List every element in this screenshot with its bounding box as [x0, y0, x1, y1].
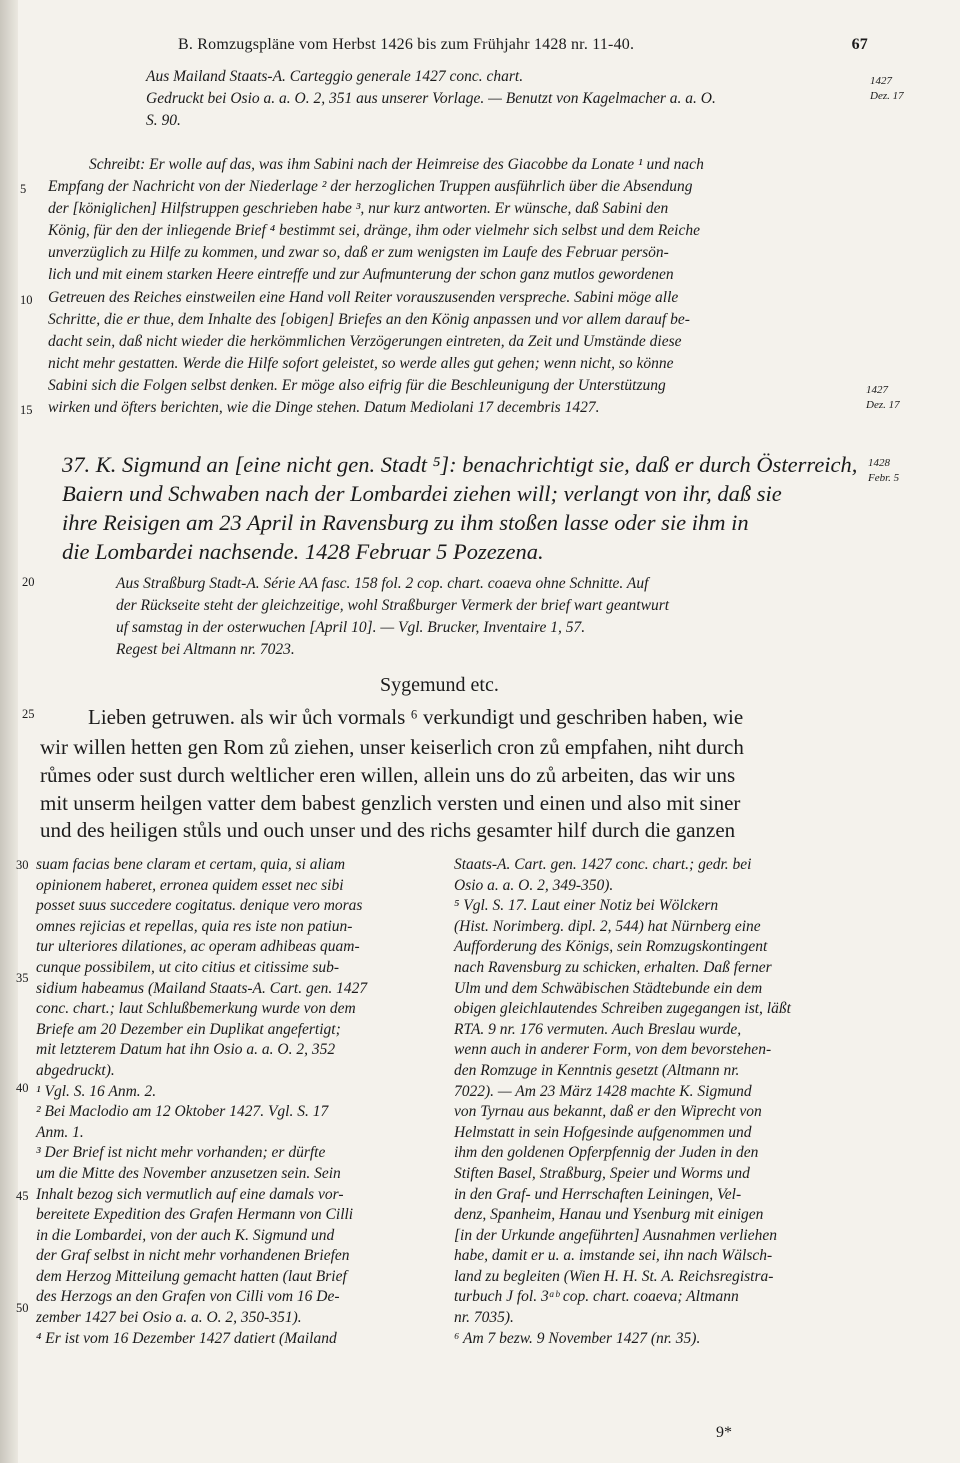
margin-date: 1427 Dez. 17	[870, 75, 904, 102]
line-number: 15	[20, 403, 33, 417]
line-number: 40	[16, 1081, 29, 1095]
regest-line: Baiern und Schwaben nach der Lombardei ziehen will; verlangt von ihr, daß sie	[62, 481, 782, 506]
footnote-line: [in der Urkunde angeführten] Ausnahmen verliehen	[454, 1226, 778, 1244]
footnote-line: in die Lombardei, von der auch K. Sigmund und	[36, 1226, 335, 1244]
running-head	[178, 36, 868, 54]
source-line: Gedruckt bei Osio a. a. O. 2, 351 aus unserer Vorlage. — Benutzt von Kagelmacher a. a. O.	[146, 90, 716, 107]
source-line: Regest bei Altmann nr. 7023.	[116, 641, 295, 658]
footnote-line: Osio a. a. O. 2, 349-350).	[454, 876, 614, 894]
regest-line: 37. K. Sigmund an [eine nicht gen. Stadt ⁵]: benachrichtigt sie, daß er durch Österreich,	[62, 452, 858, 477]
footnote-line: Helmstatt in sein Hofgesinde aufgenommen und	[454, 1123, 752, 1141]
footnote-line: habe, damit er u. a. imstande sei, ihn nach Wälsch-	[454, 1247, 773, 1265]
source-line: Aus Mailand Staats-A. Carteggio generale 1427 conc. chart.	[146, 68, 524, 85]
line-number: 25	[22, 707, 35, 721]
footnote-line: omnes rejicias et repellas, quia res iste non patiun-	[36, 917, 353, 935]
letter-salutation: Sygemund etc.	[380, 674, 499, 696]
footnote-line: nr. 7035).	[454, 1309, 514, 1327]
footnote-line: dem Herzog Mitteilung gemacht hatten (laut Brief	[36, 1267, 347, 1285]
footnote-line: nach Ravensburg zu schicken, erhalten. Daß ferner	[454, 958, 772, 976]
footnote-line: land zu begleiten (Wien H. H. St. A. Reichsregistra-	[454, 1267, 774, 1285]
footnote-line: in den Graf- und Herrschaften Leiningen, Vel-	[454, 1185, 742, 1203]
line-number: 20	[22, 575, 35, 589]
footnote-line: turbuch J fol. 3ᵃᵇ cop. chart. coaeva; Altmann	[454, 1288, 739, 1306]
footnote-line: Briefe am 20 Dezember ein Duplikat angefertigt;	[36, 1020, 341, 1038]
margin-date: 1428 Febr. 5	[868, 457, 900, 484]
footnote-line: abgedruckt).	[36, 1061, 115, 1079]
line-number: 50	[16, 1301, 29, 1315]
footnote-line: denz, Spanheim, Hanau und Ysenburg mit einigen	[454, 1206, 764, 1224]
footnote-line: ihm den goldenen Opferpfennig der Juden in den	[454, 1144, 759, 1162]
line-number: 35	[16, 971, 29, 985]
footnote-line: ² Bei Maclodio am 12 Oktober 1427. Vgl. S. 17	[36, 1103, 329, 1121]
footnote-line: der Graf selbst in nicht mehr vorhandenen Briefen	[36, 1247, 350, 1265]
footnote-line: opinionem haberet, erronea quidem esset nec sibi	[36, 876, 344, 894]
source-line: S. 90.	[146, 112, 181, 129]
source-line: uf samstag in der osterwuchen [April 10]. — Vgl. Brucker, Inventaire 1, 57.	[116, 619, 586, 636]
letter-line: und des heiligen stůls und ouch unser und des richs gesamter hilf durch die ganzen	[40, 818, 736, 842]
footnote-line: (Hist. Norimberg. dipl. 2, 544) hat Nürnberg eine	[454, 917, 761, 935]
footnote-line: Staats-A. Cart. gen. 1427 conc. chart.; gedr. bei	[454, 856, 752, 873]
page-number: 67	[851, 36, 868, 53]
footnote-line: um die Mitte des November anzusetzen sein. Sein	[36, 1164, 341, 1182]
footnote-line: conc. chart.; laut Schlußbemerkung wurde von dem	[36, 1000, 356, 1018]
footnote-line: Inhalt bezog sich vermutlich auf eine damals vor-	[36, 1185, 344, 1203]
footnote-line: ³ Der Brief ist nicht mehr vorhanden; er dürfte	[36, 1144, 326, 1162]
footnote-line: sidium habeamus (Mailand Staats-A. Cart. gen. 1427	[36, 979, 368, 997]
line-number: 5	[20, 182, 27, 196]
footnote-line: suam facias bene claram et certam, quia, si aliam	[36, 856, 346, 873]
letter-line: wir willen hetten gen Rom zů ziehen, unser keiserlich cron zů empfahen, niht durch	[40, 735, 744, 759]
text-line: dacht sein, daß nicht wieder die herkömmlichen Verzögerungen eintreten, da Zeit und Umstände diese	[48, 333, 682, 350]
footnote-line: wenn auch in anderer Form, von dem bevorstehen-	[454, 1041, 772, 1059]
footnote-line: obigen gleichlautendes Schreiben zugegangen ist, läßt	[454, 1000, 791, 1018]
letter-line: růmes oder sust durch weltlicher eren willen, allein uns do zů arbeiten, das wir uns	[40, 763, 736, 787]
footnotes-left-column	[36, 855, 436, 1349]
footnote-line: zember 1427 bei Osio a. a. O. 2, 350-351).	[36, 1309, 302, 1327]
line-number: 30	[16, 858, 29, 872]
footnote-line: ⁵ Vgl. S. 17. Laut einer Notiz bei Wölckern	[454, 897, 719, 915]
footnote-line: des Herzogs an den Grafen von Cilli vom 16 De-	[36, 1288, 340, 1306]
text-line: unverzüglich zu Hilfe zu kommen, und zwar so, daß er zum wenigsten im Laufe des Februar persön-	[48, 244, 669, 261]
text-line: Getreuen des Reiches einstweilen eine Hand voll Reiter vorauszusenden verspreche. Sabini möge alle	[48, 289, 679, 306]
footnote-line: bereitete Expedition des Grafen Hermann von Cilli	[36, 1206, 354, 1224]
footnote-line: cunque possibilem, ut cito citius et citissime sub-	[36, 958, 340, 976]
letter-line: Lieben getruwen. als wir ůch vormals ⁶ verkundigt und geschriben haben, wie	[88, 705, 744, 729]
text-line: Empfang der Nachricht von der Niederlage ² der herzoglichen Truppen ausführlich über die Absendung	[48, 178, 693, 195]
footnote-line: ⁴ Er ist vom 16 Dezember 1427 datiert (Mailand	[36, 1329, 337, 1347]
text-line: Schritte, die er thue, dem Inhalte des [obigen] Briefes an den König anpassen und vor allem darauf be-	[48, 311, 690, 328]
footnote-line: mit letzterem Datum hat ihn Osio a. a. O. 2, 352	[36, 1041, 336, 1059]
footnote-line: Ulm und dem Schwäbischen Städtebunde ein dem	[454, 979, 763, 997]
footnotes-right-column	[454, 855, 859, 1349]
text-line: der [königlichen] Hilfstruppen geschrieben habe ³, nur kurz antworten. Er wünsche, daß Sabini den	[48, 200, 669, 217]
text-line: König, für den der inliegende Brief ⁴ bestimmt sei, dränge, ihm oder vielmehr sich selbst und dem Reiche	[48, 222, 700, 239]
running-title: B. Romzugspläne vom Herbst 1426 bis zum Frühjahr 1428 nr. 11-40.	[178, 36, 635, 53]
footnote-line: Stiften Basel, Straßburg, Speier und Worms und	[454, 1164, 750, 1182]
regest-line: die Lombardei nachsende. 1428 Februar 5 Pozezena.	[62, 539, 544, 564]
text-line: Sabini sich die Folgen selbst denken. Er möge also eifrig für die Beschleunigung der Unterstützung	[48, 377, 666, 394]
text-line: nicht mehr gestatten. Werde die Hilfe sofort geleistet, so werde alles gut gehen; wenn nicht, so könne	[48, 355, 674, 372]
text-line: Schreibt: Er wolle auf das, was ihm Sabini nach der Heimreise des Giacobbe da Lonate ¹ und nach	[89, 156, 704, 173]
footnote-line: Anm. 1.	[36, 1123, 84, 1141]
regest-line: ihre Reisigen am 23 April in Ravensburg zu ihm stoßen lasse oder sie ihm in	[62, 510, 749, 535]
line-number: 10	[20, 293, 33, 307]
footnote-line: 7022). — Am 23 März 1428 machte K. Sigmund	[454, 1082, 752, 1100]
text-line: wirken und öfters berichten, wie die Dinge stehen. Datum Mediolani 17 decembris 1427.	[48, 399, 600, 416]
line-number: 45	[16, 1189, 29, 1203]
footnote-line: den Romzuge in Kenntnis gesetzt (Altmann nr.	[454, 1061, 740, 1079]
footnote-line: tur ulteriores dilationes, ac operam adhibeas quam-	[36, 938, 360, 956]
source-line: Aus Straßburg Stadt-A. Série AA fasc. 158 fol. 2 cop. chart. coaeva ohne Schnitte. Auf	[116, 575, 649, 592]
letter-line: mit unserm heilgen vatter dem babest genzlich versten und einen und also mit siner	[40, 791, 741, 815]
sheet-signature: 9*	[716, 1424, 732, 1441]
footnote-line: Aufforderung des Königs, sein Romzugskontingent	[454, 938, 768, 956]
margin-date: 1427 Dez. 17	[866, 384, 900, 411]
text-line: lich und mit einem starken Heere eintreffe und zur Aufmunterung der schon ganz mutlos gewordenen	[48, 266, 674, 283]
footnote-line: RTA. 9 nr. 176 vermuten. Auch Breslau wurde,	[454, 1020, 742, 1038]
footnote-line: ¹ Vgl. S. 16 Anm. 2.	[36, 1082, 157, 1100]
footnote-line: posset suus succedere cogitatus. denique vero moras	[36, 897, 363, 915]
footnote-line: von Tyrnau aus bekannt, daß er den Wiprecht von	[454, 1103, 762, 1121]
source-line: der Rückseite steht der gleichzeitige, wohl Straßburger Vermerk der brief wart geantwurt	[116, 597, 670, 614]
footnote-line: ⁶ Am 7 bezw. 9 November 1427 (nr. 35).	[454, 1329, 701, 1347]
